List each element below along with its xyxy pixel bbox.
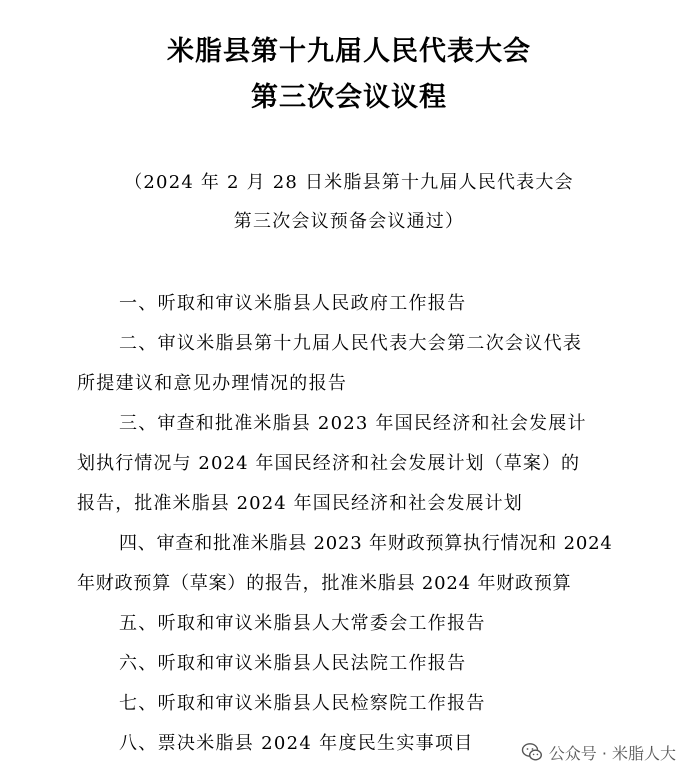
agenda-item-3-line-3: 报告，批准米脂县 2024 年国民经济和社会发展计划: [77, 493, 523, 514]
agenda-item-3-line-2: 划执行情况与 2024 年国民经济和社会发展计划（草案）的: [77, 453, 581, 474]
title-line-1: 米脂县第十九届人民代表大会: [167, 36, 531, 67]
agenda-item-1: 一、听取和审议米脂县人民政府工作报告: [119, 293, 467, 314]
agenda-item-2-line-2: 所提建议和意见办理情况的报告: [77, 373, 348, 394]
agenda-item-6: 六、听取和审议米脂县人民法院工作报告: [119, 653, 467, 674]
agenda-item-4-line-2: 年财政预算（草案）的报告，批准米脂县 2024 年财政预算: [77, 573, 572, 594]
subtitle-line-2: 第三次会议预备会议通过）: [233, 211, 465, 232]
agenda-item-5: 五、听取和审议米脂县人大常委会工作报告: [119, 613, 486, 634]
watermark-text: 公众号 · 米脂人大: [548, 743, 676, 763]
subtitle-line-1: （2024 年 2 月 28 日米脂县第十九届人民代表大会: [124, 172, 574, 193]
agenda-item-7: 七、听取和审议米脂县人民检察院工作报告: [119, 693, 486, 714]
wechat-icon: [521, 741, 543, 763]
watermark: [519, 739, 678, 765]
title-line-2: 第三次会议议程: [251, 82, 447, 113]
agenda-item-8: 八、票决米脂县 2024 年度民生实事项目: [119, 733, 474, 754]
agenda-item-4-line-1: 四、审查和批准米脂县 2023 年财政预算执行情况和 2024: [119, 533, 613, 554]
agenda-item-2-line-1: 二、审议米脂县第十九届人民代表大会第二次会议代表: [119, 333, 583, 354]
agenda-item-3-line-1: 三、审查和批准米脂县 2023 年国民经济和社会发展计: [119, 413, 587, 434]
